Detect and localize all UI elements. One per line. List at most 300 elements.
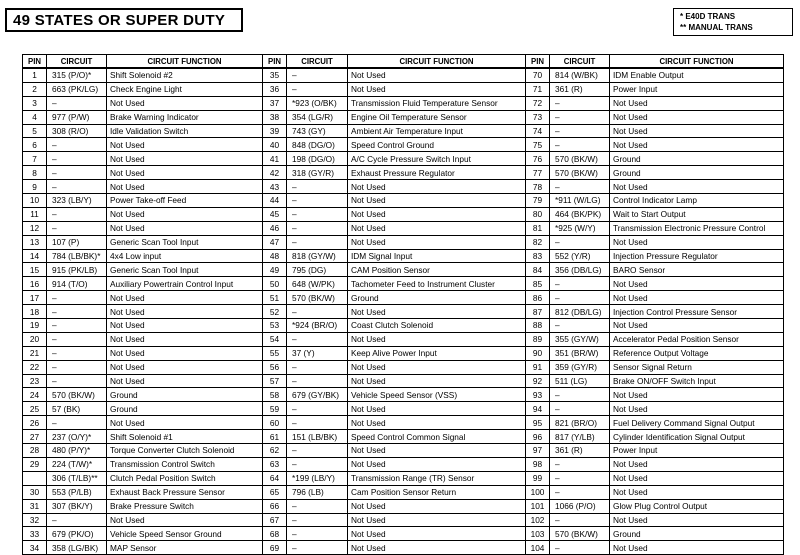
function-cell: Power Input [610, 444, 784, 458]
circuit-cell: *911 (W/LG) [550, 194, 610, 208]
function-cell: Not Used [610, 180, 784, 194]
table-row [23, 416, 263, 430]
circuit-cell: – [287, 527, 348, 541]
table-row [263, 499, 526, 513]
pin-cell: 31 [23, 499, 47, 513]
table-row [23, 138, 263, 152]
function-cell: Not Used [348, 360, 526, 374]
circuit-cell: 914 (T/O) [47, 277, 107, 291]
circuit-cell: – [47, 152, 107, 166]
circuit-cell: – [287, 207, 348, 221]
function-cell: Keep Alive Power Input [348, 346, 526, 360]
table-row [23, 166, 263, 180]
table-row [526, 513, 784, 527]
circuit-cell: 198 (DG/O) [287, 152, 348, 166]
pin-cell: 79 [526, 194, 550, 208]
pin-cell: 36 [263, 82, 287, 96]
function-cell: Not Used [610, 235, 784, 249]
circuit-cell: 351 (BR/W) [550, 346, 610, 360]
function-cell: Not Used [348, 68, 526, 82]
pin-cell: 23 [23, 374, 47, 388]
function-cell: Not Used [348, 305, 526, 319]
function-cell: Not Used [348, 444, 526, 458]
table-row [23, 374, 263, 388]
table-row [526, 263, 784, 277]
pin-cell: 73 [526, 110, 550, 124]
circuit-cell: – [550, 124, 610, 138]
circuit-cell: 679 (PK/O) [47, 527, 107, 541]
circuit-cell: 743 (GY) [287, 124, 348, 138]
pin-cell: 21 [23, 346, 47, 360]
function-cell: Auxiliary Powertrain Control Input [107, 277, 263, 291]
circuit-cell: *925 (W/Y) [550, 221, 610, 235]
pin-cell: 88 [526, 319, 550, 333]
circuit-cell: 663 (PK/LG) [47, 82, 107, 96]
pin-cell: 37 [263, 96, 287, 110]
table-row [23, 332, 263, 346]
pin-cell: 103 [526, 527, 550, 541]
function-cell: Idle Validation Switch [107, 124, 263, 138]
circuit-cell: – [287, 68, 348, 82]
pin-cell: 64 [263, 471, 287, 485]
table-row [526, 277, 784, 291]
pin-cell: 65 [263, 485, 287, 499]
function-cell: Not Used [348, 207, 526, 221]
circuit-cell: 821 (BR/O) [550, 416, 610, 430]
table-row [23, 444, 263, 458]
pin-cell: 22 [23, 360, 47, 374]
table-row [23, 471, 263, 485]
pin-cell: 99 [526, 471, 550, 485]
table-row [263, 110, 526, 124]
circuit-cell: – [47, 513, 107, 527]
pinout-tables [22, 54, 784, 555]
pin-cell: 46 [263, 221, 287, 235]
table-row [526, 152, 784, 166]
pin-cell: 10 [23, 194, 47, 208]
pinout-table-2 [262, 54, 526, 555]
function-cell: Not Used [107, 221, 263, 235]
table-row [263, 124, 526, 138]
table-row [263, 360, 526, 374]
table-row [526, 180, 784, 194]
circuit-cell: *924 (BR/O) [287, 319, 348, 333]
table-row [23, 305, 263, 319]
header-function: CIRCUIT FUNCTION [107, 55, 263, 69]
pin-cell: 28 [23, 444, 47, 458]
pin-cell: 49 [263, 263, 287, 277]
function-cell: BARO Sensor [610, 263, 784, 277]
header-circuit: CIRCUIT [287, 55, 348, 69]
circuit-cell: 151 (LB/BK) [287, 430, 348, 444]
table-row [23, 527, 263, 541]
table-row [23, 485, 263, 499]
legend-item-e40d: * E40D TRANS [680, 12, 736, 21]
pin-cell: 52 [263, 305, 287, 319]
table-row [526, 444, 784, 458]
function-cell: Not Used [107, 180, 263, 194]
pin-cell: 15 [23, 263, 47, 277]
function-cell: IDM Enable Output [610, 68, 784, 82]
pin-cell: 96 [526, 430, 550, 444]
pin-cell: 59 [263, 402, 287, 416]
circuit-cell: – [550, 277, 610, 291]
table-row [23, 513, 263, 527]
circuit-cell: 1066 (P/O) [550, 499, 610, 513]
pin-cell: 24 [23, 388, 47, 402]
circuit-cell: – [550, 471, 610, 485]
function-cell: Not Used [107, 319, 263, 333]
pin-cell: 67 [263, 513, 287, 527]
circuit-cell: 237 (O/Y)* [47, 430, 107, 444]
legend-box [673, 8, 793, 36]
table-row [263, 221, 526, 235]
circuit-cell: – [47, 138, 107, 152]
table-row [526, 388, 784, 402]
circuit-cell: 315 (P/O)* [47, 68, 107, 82]
header-pin: PIN [263, 55, 287, 69]
circuit-cell: 323 (LB/Y) [47, 194, 107, 208]
table-row [263, 457, 526, 471]
circuit-cell: – [287, 374, 348, 388]
table-row [263, 388, 526, 402]
function-cell: Vehicle Speed Sensor Ground [107, 527, 263, 541]
table-row [263, 332, 526, 346]
function-cell: Not Used [348, 416, 526, 430]
pin-cell: 97 [526, 444, 550, 458]
table-row [263, 68, 526, 82]
function-cell: Ground [610, 152, 784, 166]
table-row [23, 457, 263, 471]
circuit-cell: 361 (R) [550, 444, 610, 458]
function-cell: Not Used [610, 124, 784, 138]
table-row [23, 207, 263, 221]
table-row [526, 291, 784, 305]
table-row [23, 194, 263, 208]
function-cell: Not Used [348, 527, 526, 541]
function-cell: IDM Signal Input [348, 249, 526, 263]
function-cell: Not Used [107, 152, 263, 166]
table-row [526, 332, 784, 346]
table-row [23, 180, 263, 194]
circuit-cell: 308 (R/O) [47, 124, 107, 138]
pin-cell: 60 [263, 416, 287, 430]
function-cell: Transmission Control Switch [107, 457, 263, 471]
table-row [263, 374, 526, 388]
table-row [526, 527, 784, 541]
table-row [23, 360, 263, 374]
pin-cell: 50 [263, 277, 287, 291]
function-cell: Not Used [610, 541, 784, 555]
table-row [526, 416, 784, 430]
header-function: CIRCUIT FUNCTION [610, 55, 784, 69]
circuit-cell: 307 (BK/Y) [47, 499, 107, 513]
table-row [526, 110, 784, 124]
function-cell: Not Used [107, 291, 263, 305]
function-cell: Not Used [348, 541, 526, 555]
table-row [526, 166, 784, 180]
function-cell: Not Used [348, 194, 526, 208]
circuit-cell: – [287, 332, 348, 346]
pin-cell: 72 [526, 96, 550, 110]
circuit-cell: – [287, 499, 348, 513]
table-row [526, 471, 784, 485]
table-row [23, 277, 263, 291]
table-row [526, 235, 784, 249]
pin-cell: 58 [263, 388, 287, 402]
table-row [23, 402, 263, 416]
table-row [23, 388, 263, 402]
table-row [263, 138, 526, 152]
table-row [263, 207, 526, 221]
pin-cell: 69 [263, 541, 287, 555]
pin-cell [23, 471, 47, 485]
pin-cell: 84 [526, 263, 550, 277]
function-cell: Transmission Range (TR) Sensor [348, 471, 526, 485]
circuit-cell: 107 (P) [47, 235, 107, 249]
pin-cell: 38 [263, 110, 287, 124]
pin-cell: 6 [23, 138, 47, 152]
function-cell: Ambient Air Temperature Input [348, 124, 526, 138]
pin-cell: 29 [23, 457, 47, 471]
header-circuit: CIRCUIT [550, 55, 610, 69]
table-row [263, 291, 526, 305]
pin-cell: 94 [526, 402, 550, 416]
circuit-cell: 977 (P/W) [47, 110, 107, 124]
pin-cell: 34 [23, 541, 47, 555]
function-cell: Generic Scan Tool Input [107, 235, 263, 249]
function-cell: Vehicle Speed Sensor (VSS) [348, 388, 526, 402]
function-cell: Check Engine Light [107, 82, 263, 96]
table-row [23, 96, 263, 110]
table-header-row [526, 55, 784, 69]
pin-cell: 3 [23, 96, 47, 110]
function-cell: Not Used [348, 374, 526, 388]
circuit-cell: 358 (LG/BK) [47, 541, 107, 555]
function-cell: Torque Converter Clutch Solenoid [107, 444, 263, 458]
circuit-cell: 679 (GY/BK) [287, 388, 348, 402]
function-cell: Not Used [348, 332, 526, 346]
pin-cell: 30 [23, 485, 47, 499]
function-cell: Shift Solenoid #2 [107, 68, 263, 82]
function-cell: Not Used [107, 207, 263, 221]
circuit-cell: 361 (R) [550, 82, 610, 96]
circuit-cell: *199 (LB/Y) [287, 471, 348, 485]
table-row [526, 124, 784, 138]
pin-cell: 26 [23, 416, 47, 430]
table-row [23, 110, 263, 124]
legend-item-manual: ** MANUAL TRANS [680, 23, 753, 32]
circuit-cell: 37 (Y) [287, 346, 348, 360]
circuit-cell: 552 (Y/R) [550, 249, 610, 263]
pin-cell: 27 [23, 430, 47, 444]
function-cell: Not Used [107, 346, 263, 360]
table-row [526, 305, 784, 319]
circuit-cell: 570 (BK/W) [287, 291, 348, 305]
function-cell: Not Used [610, 277, 784, 291]
table-row [263, 471, 526, 485]
circuit-cell: – [287, 180, 348, 194]
function-cell: Not Used [610, 513, 784, 527]
pin-cell: 47 [263, 235, 287, 249]
circuit-cell: 648 (W/PK) [287, 277, 348, 291]
table-row [263, 513, 526, 527]
table-header-row [23, 55, 263, 69]
pin-cell: 17 [23, 291, 47, 305]
circuit-cell: 464 (BK/PK) [550, 207, 610, 221]
function-cell: Injection Pressure Regulator [610, 249, 784, 263]
table-row [23, 430, 263, 444]
function-cell: Not Used [610, 471, 784, 485]
function-cell: A/C Cycle Pressure Switch Input [348, 152, 526, 166]
pin-cell: 48 [263, 249, 287, 263]
function-cell: Clutch Pedal Position Switch [107, 471, 263, 485]
function-cell: Brake Warning Indicator [107, 110, 263, 124]
table-row [526, 374, 784, 388]
function-cell: Exhaust Back Pressure Sensor [107, 485, 263, 499]
pin-cell: 78 [526, 180, 550, 194]
pin-cell: 63 [263, 457, 287, 471]
circuit-cell: 784 (LB/BK)* [47, 249, 107, 263]
circuit-cell: – [47, 180, 107, 194]
circuit-cell: 356 (DB/LG) [550, 263, 610, 277]
circuit-cell: – [47, 346, 107, 360]
circuit-cell: – [550, 180, 610, 194]
function-cell: Ground [107, 388, 263, 402]
function-cell: 4x4 Low input [107, 249, 263, 263]
table-row [526, 430, 784, 444]
function-cell: Cam Position Sensor Return [348, 485, 526, 499]
circuit-cell: 306 (T/LB)** [47, 471, 107, 485]
pin-cell: 19 [23, 319, 47, 333]
table-row [263, 305, 526, 319]
function-cell: Not Used [107, 96, 263, 110]
function-cell: Reference Output Voltage [610, 346, 784, 360]
header-circuit: CIRCUIT [47, 55, 107, 69]
header-pin: PIN [23, 55, 47, 69]
pin-cell: 61 [263, 430, 287, 444]
table-row [263, 485, 526, 499]
circuit-cell: – [287, 360, 348, 374]
pin-cell: 90 [526, 346, 550, 360]
table-row [526, 485, 784, 499]
pin-cell: 12 [23, 221, 47, 235]
circuit-cell: – [47, 166, 107, 180]
circuit-cell: – [550, 235, 610, 249]
table-row [263, 416, 526, 430]
pin-cell: 83 [526, 249, 550, 263]
table-row [263, 235, 526, 249]
function-cell: Fuel Delivery Command Signal Output [610, 416, 784, 430]
function-cell: Not Used [348, 180, 526, 194]
pin-cell: 11 [23, 207, 47, 221]
pin-cell: 76 [526, 152, 550, 166]
pin-cell: 104 [526, 541, 550, 555]
pin-cell: 66 [263, 499, 287, 513]
circuit-cell: 359 (GY/R) [550, 360, 610, 374]
pin-cell: 56 [263, 360, 287, 374]
function-cell: Not Used [348, 82, 526, 96]
pin-cell: 16 [23, 277, 47, 291]
circuit-cell: 57 (BK) [47, 402, 107, 416]
pin-cell: 51 [263, 291, 287, 305]
function-cell: Not Used [610, 110, 784, 124]
circuit-cell: 796 (LB) [287, 485, 348, 499]
function-cell: Not Used [107, 332, 263, 346]
function-cell: Not Used [348, 235, 526, 249]
table-row [526, 138, 784, 152]
pin-cell: 7 [23, 152, 47, 166]
function-cell: Glow Plug Control Output [610, 499, 784, 513]
circuit-cell: 570 (BK/W) [47, 388, 107, 402]
function-cell: Not Used [107, 416, 263, 430]
table-row [263, 96, 526, 110]
function-cell: Not Used [107, 138, 263, 152]
pin-cell: 71 [526, 82, 550, 96]
table-row [23, 152, 263, 166]
circuit-cell: 480 (P/Y)* [47, 444, 107, 458]
function-cell: Ground [107, 402, 263, 416]
pin-cell: 53 [263, 319, 287, 333]
pin-cell: 1 [23, 68, 47, 82]
circuit-cell: 848 (DG/O) [287, 138, 348, 152]
circuit-cell: – [287, 235, 348, 249]
circuit-cell: 511 (LG) [550, 374, 610, 388]
circuit-cell: – [287, 541, 348, 555]
circuit-cell: – [47, 416, 107, 430]
pin-cell: 40 [263, 138, 287, 152]
function-cell: Not Used [610, 291, 784, 305]
function-cell: Cylinder Identification Signal Output [610, 430, 784, 444]
function-cell: Not Used [107, 374, 263, 388]
pinout-table-1 [22, 54, 263, 555]
pin-cell: 82 [526, 235, 550, 249]
circuit-cell: 354 (LG/R) [287, 110, 348, 124]
function-cell: Ground [610, 166, 784, 180]
function-cell: Tachometer Feed to Instrument Cluster [348, 277, 526, 291]
function-cell: Shift Solenoid #1 [107, 430, 263, 444]
function-cell: Sensor Signal Return [610, 360, 784, 374]
table-row [263, 346, 526, 360]
table-row [23, 124, 263, 138]
pin-cell: 32 [23, 513, 47, 527]
circuit-cell: – [287, 82, 348, 96]
table-row [526, 402, 784, 416]
circuit-cell: 570 (BK/W) [550, 166, 610, 180]
function-cell: Not Used [348, 221, 526, 235]
function-cell: Not Used [610, 402, 784, 416]
circuit-cell: – [550, 388, 610, 402]
function-cell: Not Used [107, 166, 263, 180]
function-cell: Not Used [107, 305, 263, 319]
table-row [263, 277, 526, 291]
circuit-cell: – [47, 319, 107, 333]
pinout-table-3 [525, 54, 784, 555]
function-cell: Engine Oil Temperature Sensor [348, 110, 526, 124]
table-row [263, 152, 526, 166]
circuit-cell: – [287, 194, 348, 208]
circuit-cell: – [47, 221, 107, 235]
circuit-cell: – [287, 444, 348, 458]
function-cell: MAP Sensor [107, 541, 263, 555]
pin-cell: 35 [263, 68, 287, 82]
pin-cell: 45 [263, 207, 287, 221]
circuit-cell: – [550, 96, 610, 110]
function-cell: Not Used [348, 402, 526, 416]
table-row [23, 541, 263, 555]
circuit-cell: – [550, 485, 610, 499]
circuit-cell: – [47, 332, 107, 346]
